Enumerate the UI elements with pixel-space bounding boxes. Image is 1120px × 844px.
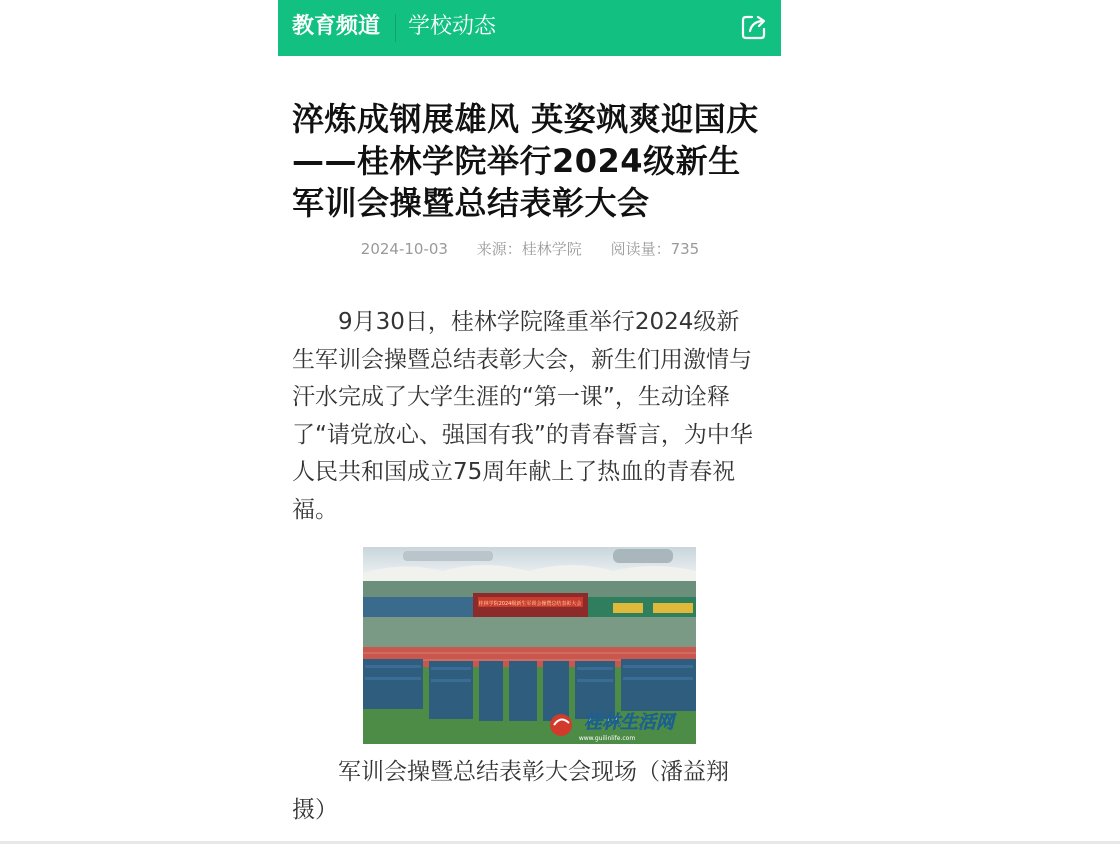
publish-date: 2024-10-03 [360,240,448,258]
article-paragraph: 9月30日，桂林学院隆重举行2024级新生军训会操暨总结表彰大会，新生们用激情与汗水完成了大学生涯的“第一课”，生动诠释了“请党放心、强国有我”的青春誓言，为中华人民共和国成立75周年献上了热血的青春祝福。 [292,309,753,523]
article-photo[interactable] [363,547,696,744]
view-count: 阅读量：735 [610,240,700,258]
article-meta [292,239,768,259]
channel-link[interactable]: 教育频道 [292,14,381,39]
top-navigation-bar [278,0,781,56]
watermark-url: www.guilinlife.com [578,735,636,742]
watermark-text: 桂林生活网 [584,712,674,733]
section-link[interactable]: 学校动态 [408,14,497,39]
share-icon[interactable] [740,13,768,41]
article-source: 来源：桂林学院 [476,240,582,258]
header-divider [395,14,396,42]
article-title: 淬炼成钢展雄风 英姿飒爽迎国庆——桂林学院举行2024级新生军训会操暨总结表彰大会 [292,100,759,222]
article-page [278,0,781,844]
stage-banner-text: 桂林学院2024级新生军训会操暨总结表彰大会 [478,601,582,607]
photo-caption: 军训会操暨总结表彰大会现场（潘益翔摄） [292,759,729,823]
